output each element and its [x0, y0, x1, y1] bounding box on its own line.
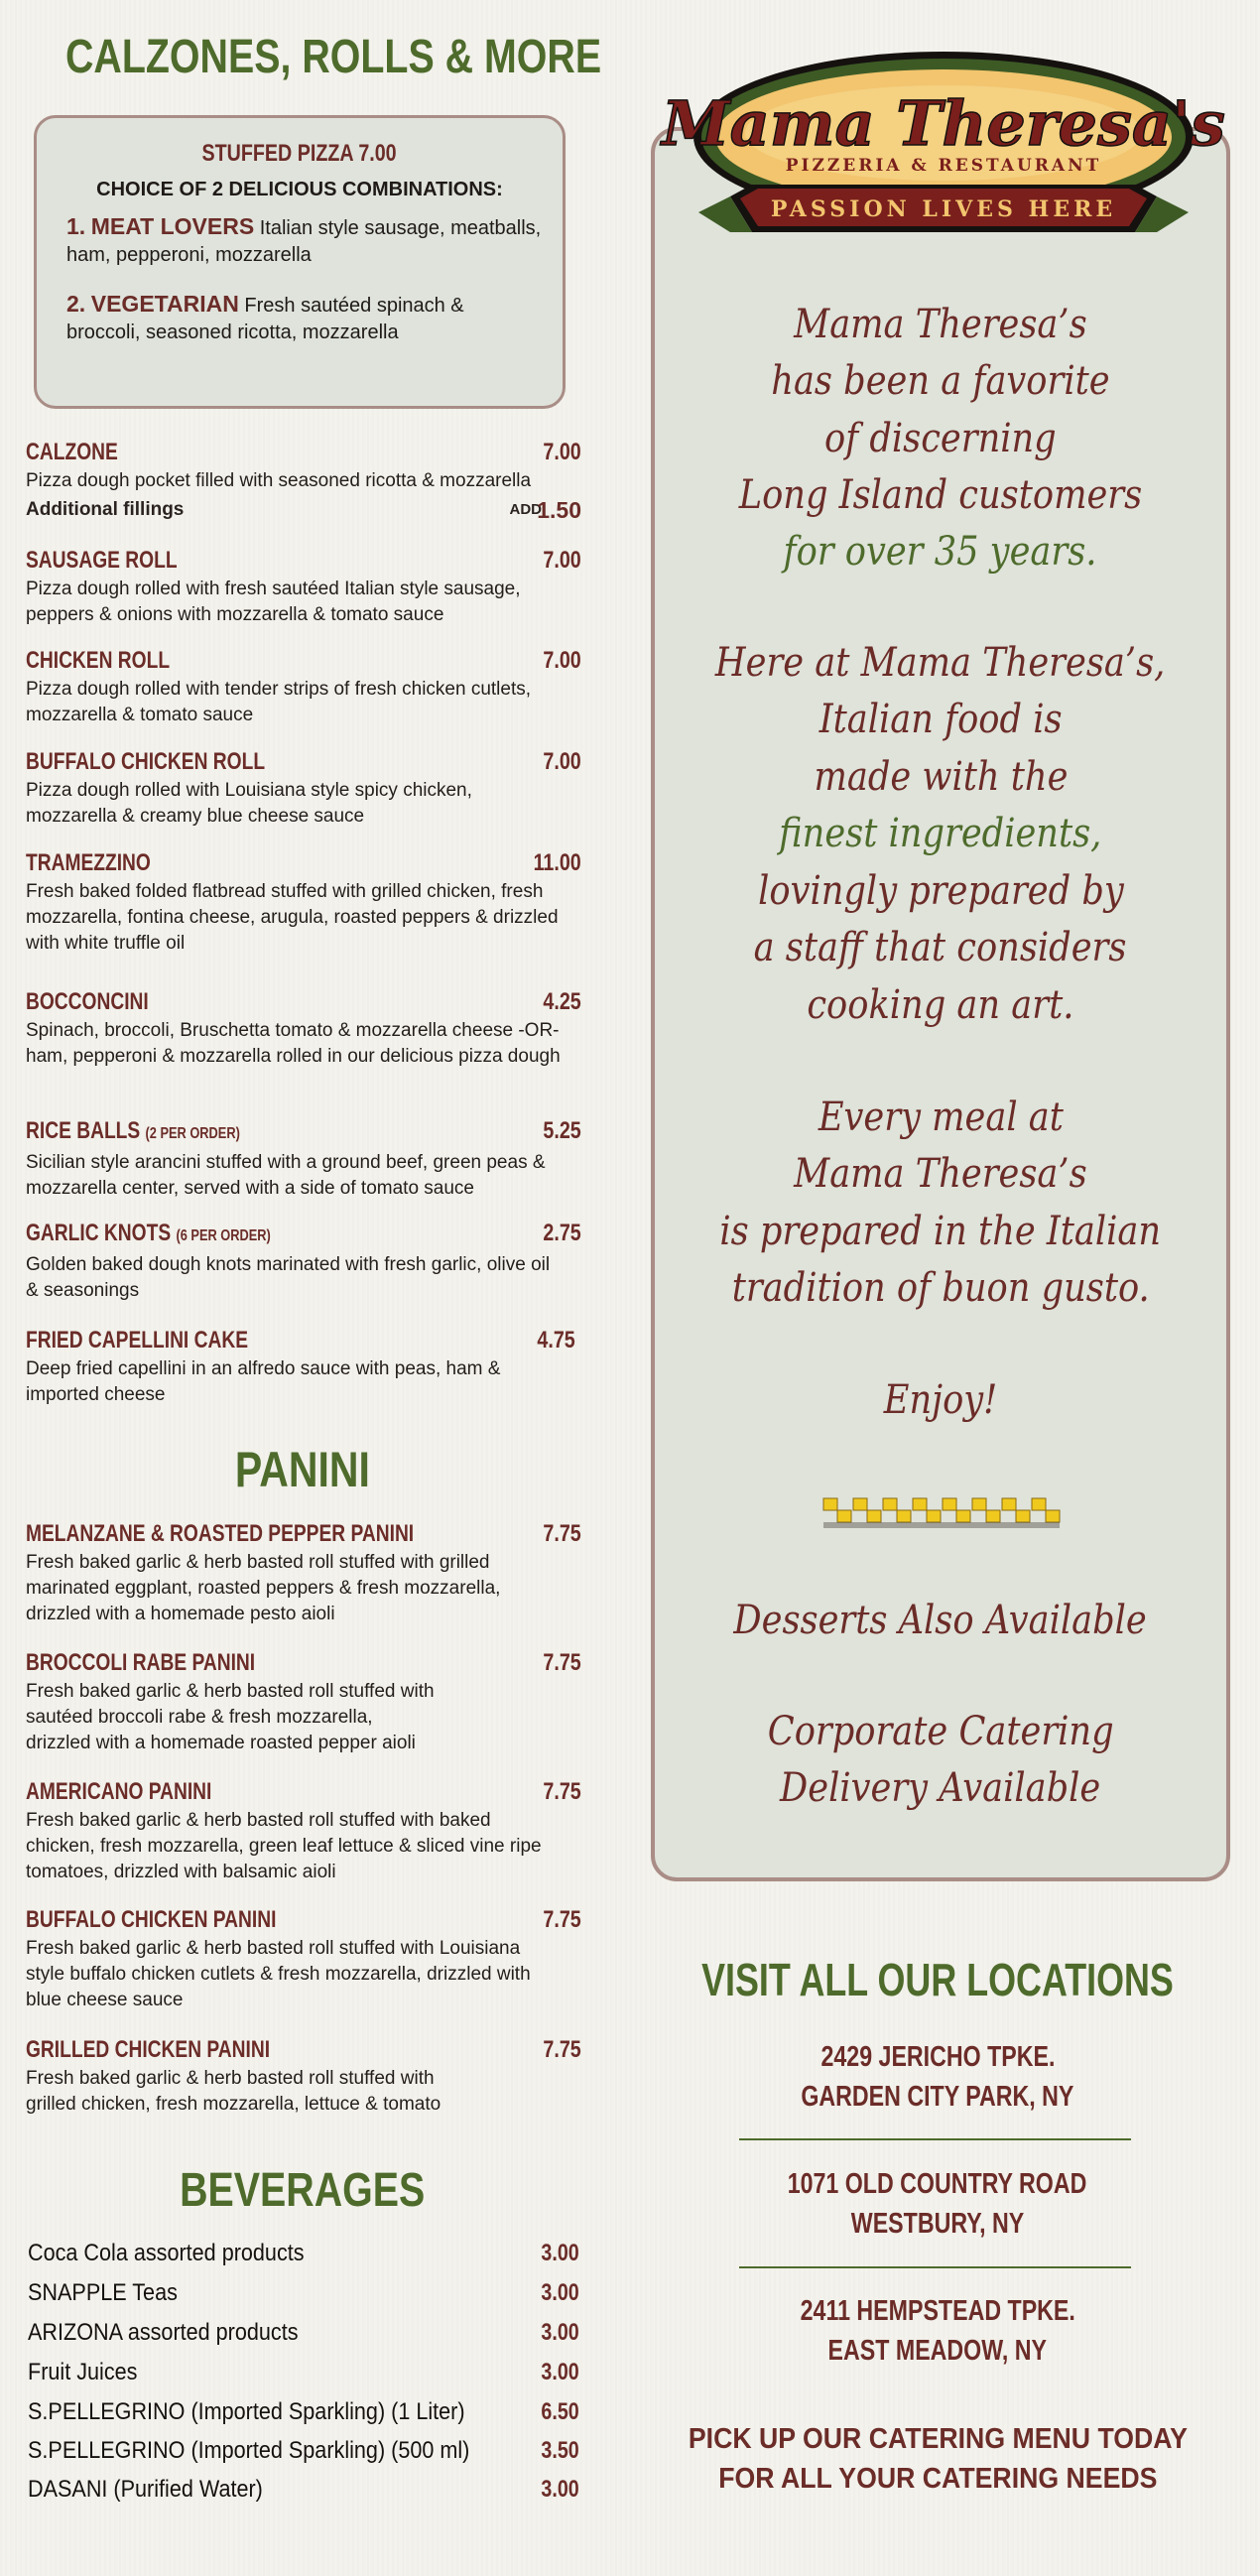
beverage-row [28, 2397, 579, 2427]
item-name: CALZONE [26, 439, 118, 465]
beverage-price: 3.00 [541, 2279, 579, 2306]
item-note: (2 PER ORDER) [145, 1125, 240, 1142]
item-desc: Golden baked dough knots marinated with fresh garlic, olive oil & seasonings [26, 1254, 551, 1301]
beverage-name: S.PELLEGRINO (Imported Sparkling) (500 ml) [28, 2437, 470, 2464]
item-desc: Fresh baked garlic & herb basted roll stuffed with baked chicken, fresh mozzarella, green leaf lettuce & sliced vine ripe tomatoes, drizzled with balsamic aioli [26, 1810, 542, 1882]
stuffed-pizza-box [34, 115, 566, 409]
item-desc: Fresh baked garlic & herb basted roll stuffed with sautéed broccoli rabe & fresh mozzarella, drizzled with a homemade roasted pepper aioli [26, 1681, 435, 1753]
item-name: BUFFALO CHICKEN ROLL [26, 748, 266, 775]
item-desc: Pizza dough pocket filled with seasoned ricotta & mozzarella [26, 470, 532, 491]
item-desc: Fresh baked garlic & herb basted roll stuffed with grilled marinated eggplant, roasted peppers & fresh mozzarella, drizzled with a homemade pesto aioli [26, 1552, 501, 1624]
item-name: FRIED CAPELLINI CAKE [26, 1327, 249, 1353]
menu-item-grilled-chicken-panini [26, 2036, 581, 2118]
item-desc: Pizza dough rolled with fresh sautéed Italian style sausage, peppers & onions with mozzarella & tomato sauce [26, 579, 521, 625]
promo-line: Here at Mama Theresa’s, [715, 640, 1166, 686]
promo-line: Delivery Available [780, 1765, 1101, 1811]
combo-vegetarian [66, 291, 543, 346]
item-name: TRAMEZZINO [26, 849, 151, 876]
location-divider [739, 2266, 1131, 2268]
menu-item-tramezzino [26, 849, 581, 957]
location-divider [739, 2138, 1131, 2140]
item-price: 7.75 [543, 1906, 581, 1933]
logo-subtitle: PIZZERIA & RESTAURANT [785, 156, 1102, 176]
item-price: 7.75 [543, 1649, 581, 1676]
promo-line: finest ingredients, [779, 811, 1102, 856]
beverage-price: 3.50 [541, 2437, 579, 2464]
promo-line: made with the [814, 754, 1068, 800]
item-price: 5.25 [543, 1117, 581, 1144]
location-line: WESTBURY, NY [850, 2208, 1025, 2240]
promo-line: for over 35 years. [784, 529, 1097, 575]
beverage-row [28, 2475, 579, 2505]
item-desc: Deep fried capellini in an alfredo sauce with peas, ham & imported cheese [26, 1358, 501, 1405]
combo-number: 1. [66, 213, 86, 239]
menu-item-americano-panini [26, 1778, 581, 1885]
item-price: 7.75 [543, 2036, 581, 2063]
beverage-row [28, 2239, 579, 2268]
combo-desc: Italian style sausage, meatballs, ham, pepperoni, mozzarella [66, 217, 542, 266]
item-price: 7.00 [543, 647, 581, 674]
beverage-price: 3.00 [541, 2476, 579, 2503]
promo-line: Enjoy! [883, 1377, 998, 1423]
beverage-price: 3.00 [541, 2240, 579, 2266]
menu-item-sausage-roll [26, 547, 581, 628]
beverage-price: 3.00 [541, 2319, 579, 2346]
combo-desc: Fresh sautéed spinach & broccoli, seasoned ricotta, mozzarella [66, 295, 464, 343]
beverage-row [28, 2436, 579, 2466]
item-name: SAUSAGE ROLL [26, 547, 178, 574]
menu-item-fried-capellini-cake [26, 1327, 581, 1408]
menu-item-broccoli-rabe-panini [26, 1649, 581, 1756]
beverage-row [28, 2278, 579, 2308]
item-price: 7.75 [543, 1778, 581, 1805]
item-name: AMERICANO PANINI [26, 1778, 212, 1805]
promo-line: is prepared in the Italian [719, 1209, 1162, 1254]
promo-line: Desserts Also Available [733, 1598, 1148, 1643]
item-price: 4.25 [543, 988, 581, 1015]
beverage-price: 6.50 [541, 2398, 579, 2425]
item-desc: Sicilian style arancini stuffed with a ground beef, green peas & mozzarella center, served with a side of tomato sauce [26, 1152, 546, 1199]
promo-line: has been a favorite [771, 358, 1110, 404]
beverage-name: Fruit Juices [28, 2359, 138, 2385]
item-name: MELANZANE & ROASTED PEPPER PANINI [26, 1520, 415, 1547]
additional-fillings-price: 1.50 [537, 497, 581, 523]
stuffed-pizza-title: STUFFED PIZZA 7.00 [201, 140, 398, 167]
menu-item-garlic-knots [26, 1220, 581, 1304]
additional-fillings-label: Additional fillings [26, 499, 185, 520]
item-desc: Pizza dough rolled with tender strips of fresh chicken cutlets, mozzarella & tomato sauce [26, 679, 532, 725]
combo-meat-lovers [66, 213, 543, 269]
item-price: 4.75 [537, 1327, 575, 1353]
menu-item-buffalo-chicken-panini [26, 1906, 581, 2013]
combo-number: 2. [66, 291, 86, 317]
menu-item-melanzane-panini [26, 1520, 581, 1627]
catering-line: PICK UP OUR CATERING MENU TODAY [688, 2423, 1188, 2455]
logo-banner: PASSION LIVES HERE [770, 196, 1117, 222]
item-desc: Spinach, broccoli, Bruschetta tomato & mozzarella cheese -OR- ham, pepperoni & mozzarella rolled in our delicious pizza dough [26, 1020, 561, 1067]
catering-line: FOR ALL YOUR CATERING NEEDS [717, 2463, 1158, 2495]
add-label: ADD [509, 501, 542, 518]
beverage-name: ARIZONA assorted products [28, 2319, 299, 2346]
checker-divider-icon [821, 1496, 1062, 1532]
item-price: 7.00 [543, 547, 581, 574]
panini-section-title: PANINI [235, 1442, 370, 1497]
beverage-name: SNAPPLE Teas [28, 2279, 178, 2306]
promo-line: of discerning [824, 416, 1057, 461]
beverage-name: S.PELLEGRINO (Imported Sparkling) (1 Liter) [28, 2398, 465, 2425]
promo-line: Mama Theresa’s [794, 1151, 1087, 1197]
beverage-name: DASANI (Purified Water) [28, 2476, 263, 2503]
location-line: 2429 JERICHO TPKE. [820, 2041, 1055, 2073]
menu-item-calzone [26, 439, 581, 524]
beverage-row [28, 2358, 579, 2387]
menu-item-rice-balls [26, 1117, 581, 1202]
beverage-name: Coca Cola assorted products [28, 2240, 305, 2266]
promo-line: Long Island customers [738, 472, 1143, 518]
item-desc: Fresh baked garlic & herb basted roll stuffed with grilled chicken, fresh mozzarella, lettuce & tomato [26, 2068, 441, 2115]
beverages-section-title: BEVERAGES [180, 2164, 426, 2217]
combo-name: VEGETARIAN [90, 291, 239, 317]
item-name: GRILLED CHICKEN PANINI [26, 2036, 271, 2063]
mama-theresas-logo [662, 38, 1225, 256]
promo-line: a staff that considers [754, 925, 1127, 970]
item-price: 7.00 [543, 439, 581, 465]
promo-line: Every meal at [818, 1095, 1064, 1140]
item-name: RICE BALLS (2 PER ORDER) [26, 1117, 240, 1144]
item-name: CHICKEN ROLL [26, 647, 171, 674]
item-price: 2.75 [543, 1220, 581, 1246]
location-line: 2411 HEMPSTEAD TPKE. [800, 2295, 1075, 2327]
location-line: GARDEN CITY PARK, NY [801, 2081, 1074, 2113]
promo-line: Italian food is [819, 697, 1063, 742]
combo-name: MEAT LOVERS [90, 213, 255, 239]
item-desc: Fresh baked garlic & herb basted roll stuffed with Louisiana style buffalo chicken cutlets & fresh mozzarella, drizzled with blue cheese sauce [26, 1938, 531, 2010]
item-note: (6 PER ORDER) [176, 1227, 271, 1244]
promo-line: Corporate Catering [767, 1709, 1114, 1754]
promo-line: lovingly prepared by [757, 868, 1124, 914]
beverage-row [28, 2318, 579, 2348]
item-name: GARLIC KNOTS (6 PER ORDER) [26, 1220, 271, 1246]
beverage-price: 3.00 [541, 2359, 579, 2385]
item-name: BUFFALO CHICKEN PANINI [26, 1906, 277, 1933]
item-price: 7.75 [543, 1520, 581, 1547]
calzones-section-title: CALZONES, ROLLS & MORE [65, 31, 602, 83]
item-desc: Fresh baked folded flatbread stuffed with grilled chicken, fresh mozzarella, fontina cheese, arugula, roasted peppers & drizzled with white truffle oil [26, 881, 559, 954]
menu-item-buffalo-chicken-roll [26, 748, 581, 830]
promo-line: Mama Theresa’s [794, 302, 1087, 347]
location-line: EAST MEADOW, NY [827, 2335, 1048, 2367]
item-name: BOCCONCINI [26, 988, 149, 1015]
locations-title: VISIT ALL OUR LOCATIONS [701, 1954, 1174, 2005]
stuffed-pizza-subtitle: CHOICE OF 2 DELICIOUS COMBINATIONS: [96, 179, 503, 200]
menu-item-chicken-roll [26, 647, 581, 728]
item-desc: Pizza dough rolled with Louisiana style spicy chicken, mozzarella & creamy blue cheese sauce [26, 780, 472, 827]
logo-name: Mama Theresa's [662, 87, 1225, 160]
item-price: 7.00 [543, 748, 581, 775]
promo-line: tradition of buon gusto. [731, 1265, 1150, 1311]
item-name: BROCCOLI RABE PANINI [26, 1649, 256, 1676]
item-price: 11.00 [533, 849, 581, 876]
additional-fillings-row [26, 496, 581, 524]
menu-item-bocconcini [26, 988, 581, 1070]
left-menu-column [0, 0, 602, 2576]
promo-line: cooking an art. [807, 982, 1074, 1028]
location-line: 1071 OLD COUNTRY ROAD [788, 2168, 1087, 2200]
